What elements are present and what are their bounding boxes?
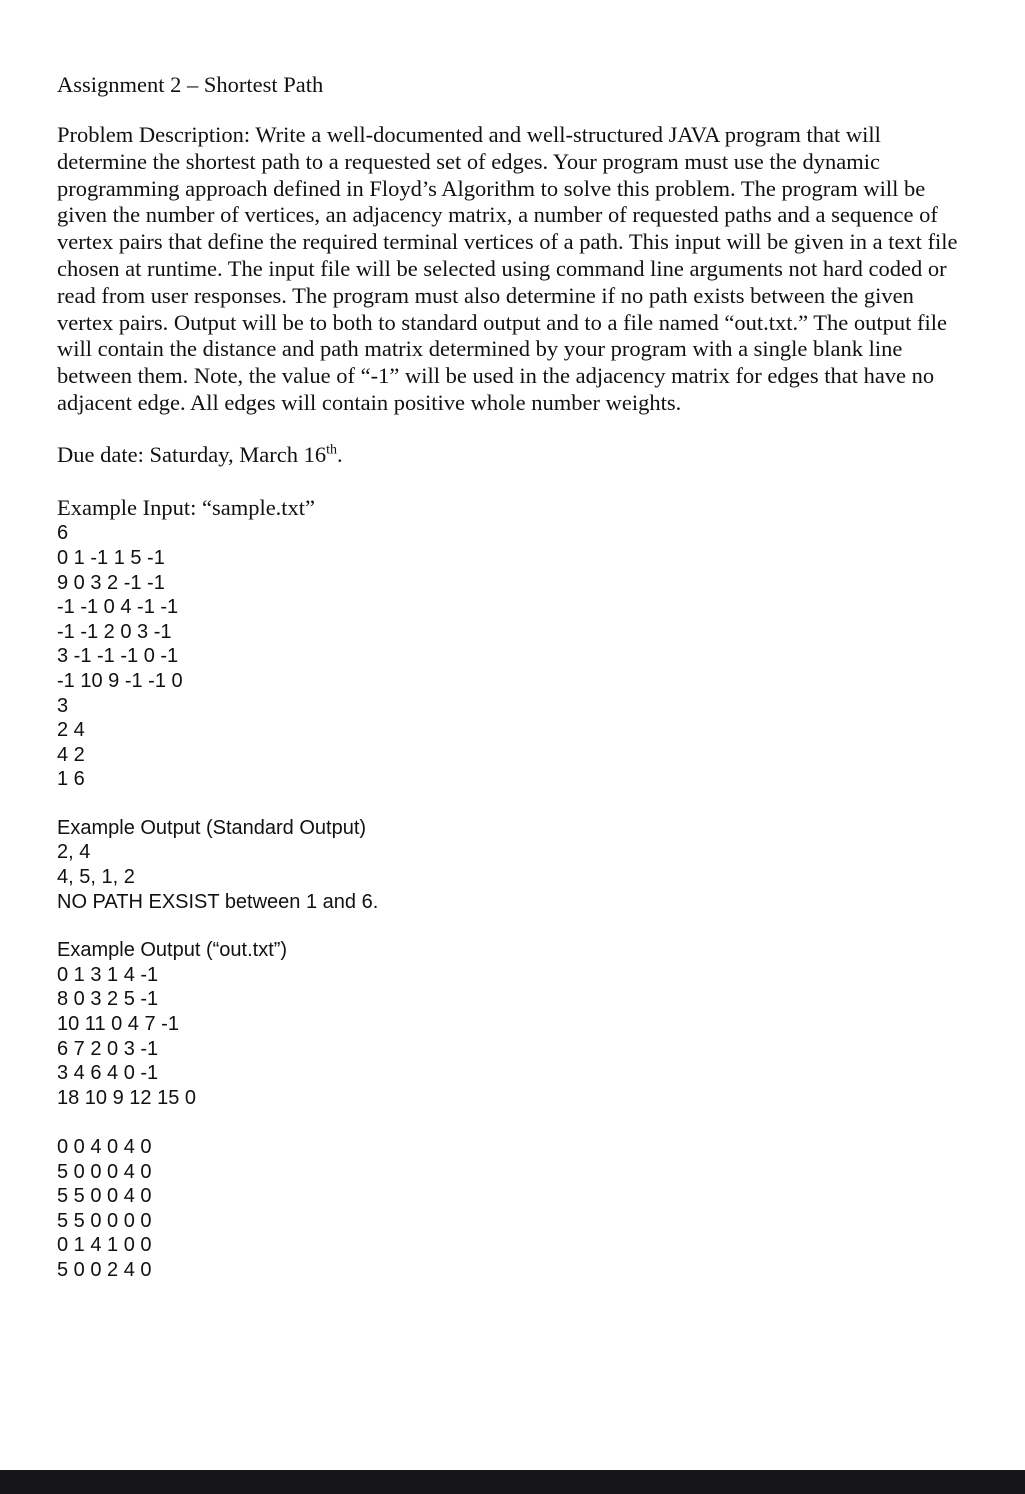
input-line: 3 [57, 694, 69, 717]
distance-matrix-row: 10 11 0 4 7 -1 [57, 1013, 179, 1036]
assignment-title: Assignment 2 – Shortest Path [57, 72, 324, 97]
path-matrix-row: 5 0 0 2 4 0 [57, 1258, 152, 1281]
problem-description: Problem Description: Write a well-documented and well-structured JAVA program that will determine the shortest path to a requested set of edges. Your program must use the dynamic programming approach defined in Floyd’s Algorithm to solve this problem. The program will be given the number of vertices, an adjacency matrix, a number of requested paths and a sequence of vertex pairs that define the required terminal vertices of a path. This input will be given in a text file chosen at runtime. The input file will be selected using command line arguments not hard coded or read from user responses. The program must also determine if no path exists between the given vertex pairs. Output will be to both to standard output and to a file named “out.txt.” The output file will contain the distance and path matrix determined by your program with a single blank line between them. Note, the value of “-1” will be used in the adjacency matrix for edges that have no adjacent edge. All edges will contain positive whole number weights. [57, 122, 958, 415]
matrix-separator [57, 1110, 962, 1135]
input-line: 4 2 [57, 743, 85, 766]
input-line: 3 -1 -1 -1 0 -1 [57, 645, 179, 668]
input-line: -1 -1 2 0 3 -1 [57, 620, 172, 643]
input-line: -1 10 9 -1 -1 0 [57, 669, 183, 692]
path-matrix-row: 0 1 4 1 0 0 [57, 1234, 152, 1257]
distance-matrix-row: 0 1 3 1 4 -1 [57, 963, 159, 986]
std-output-line: 2, 4 [57, 841, 91, 864]
distance-matrix-row: 8 0 3 2 5 -1 [57, 988, 159, 1011]
distance-matrix-row: 18 10 9 12 15 0 [57, 1086, 197, 1109]
example-std-output-heading: Example Output (Standard Output) [57, 816, 367, 839]
path-matrix-row: 5 5 0 0 4 0 [57, 1185, 152, 1208]
input-line: 6 [57, 522, 69, 545]
distance-matrix-row: 3 4 6 4 0 -1 [57, 1062, 159, 1085]
due-date-period: . [336, 441, 343, 467]
example-std-output-block [57, 840, 962, 914]
example-file-output-heading: Example Output (“out.txt”) [57, 939, 288, 962]
due-date-ordinal: th [326, 442, 337, 458]
bottom-dark-bar [0, 1470, 1025, 1494]
distance-matrix [57, 963, 962, 1111]
input-line: 2 4 [57, 719, 85, 742]
distance-matrix-row: 6 7 2 0 3 -1 [57, 1037, 159, 1060]
document-page [57, 70, 962, 1283]
path-matrix-row: 5 5 0 0 0 0 [57, 1209, 152, 1232]
input-line: 1 6 [57, 768, 85, 791]
std-output-line: 4, 5, 1, 2 [57, 866, 135, 889]
example-input-heading: Example Input: “sample.txt” [57, 494, 316, 520]
input-line: 9 0 3 2 -1 -1 [57, 571, 165, 594]
input-line: -1 -1 0 4 -1 -1 [57, 596, 179, 619]
example-input-block [57, 521, 962, 792]
path-matrix-row: 5 0 0 0 4 0 [57, 1160, 152, 1183]
due-date [57, 442, 962, 469]
path-matrix-row: 0 0 4 0 4 0 [57, 1136, 152, 1159]
path-matrix [57, 1135, 962, 1283]
due-date-text: Due date: Saturday, March 16 [57, 441, 327, 467]
std-output-line: NO PATH EXSIST between 1 and 6. [57, 890, 379, 913]
input-line: 0 1 -1 1 5 -1 [57, 546, 165, 569]
